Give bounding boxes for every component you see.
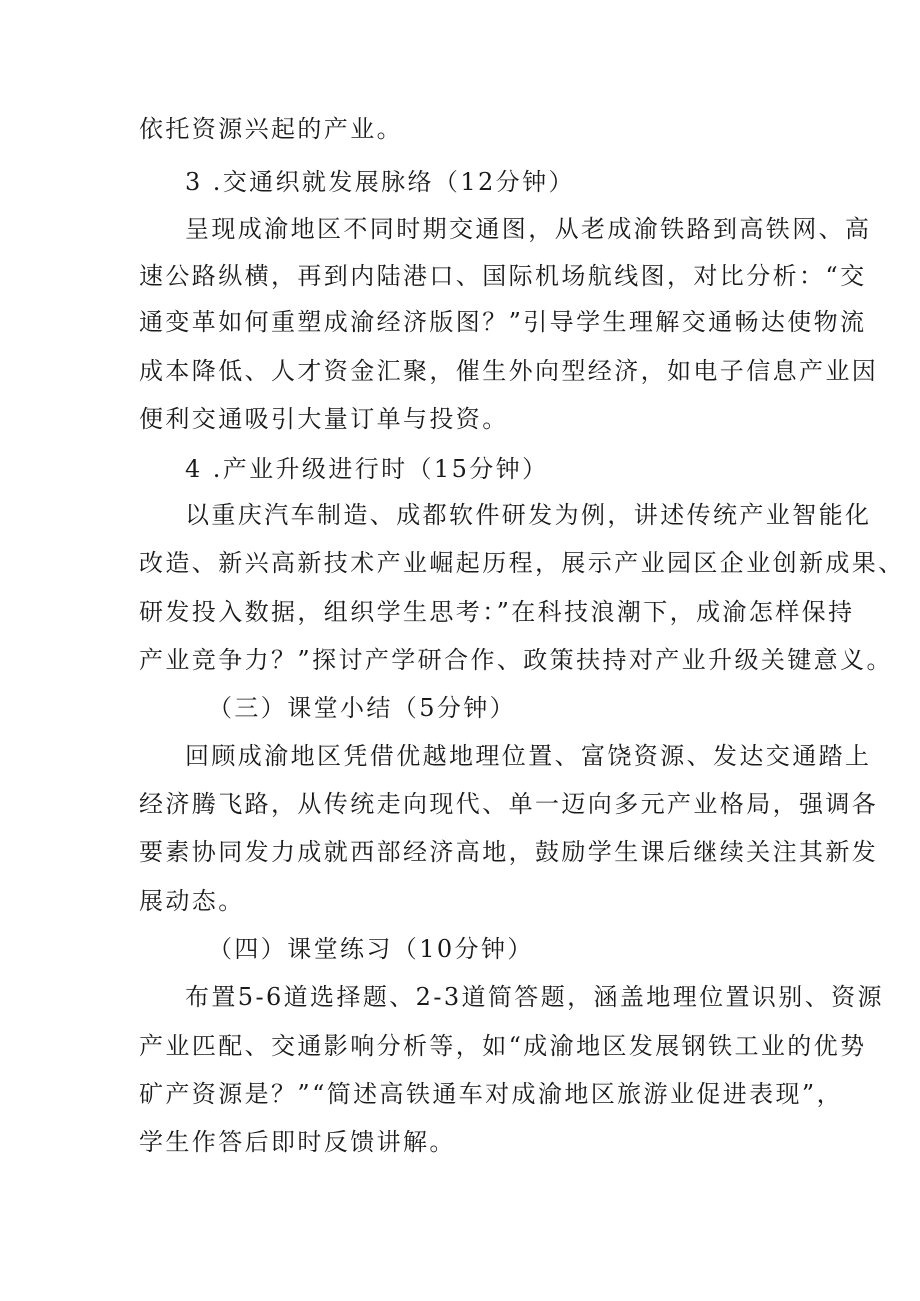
section-heading: 3 .交通织就发展脉络（12分钟） [185,168,575,196]
text-line: 呈现成渝地区不同时期交通图，从老成渝铁路到高铁网、高 [185,215,872,243]
text-line: 学生作答后即时反馈讲解。 [139,1128,456,1156]
text-line: 依托资源兴起的产业。 [139,115,403,143]
section-heading: 4 .产业升级进行时（15分钟） [185,455,549,483]
text-line: 研发投入数据，组织学生思考：”在科技浪潮下，成渝怎样保持 [139,598,855,626]
text-line: 要素协同发力成就西部经济高地，鼓励学生课后继续关注其新发 [139,838,879,866]
text-line: 矿产资源是？”“简述高铁通车对成渝地区旅游业促进表现”， [139,1080,844,1108]
text-line: 成本降低、人才资金汇聚，催生外向型经济，如电子信息产业因 [139,357,879,385]
text-line: 回顾成渝地区凭借优越地理位置、富饶资源、发达交通踏上 [185,742,872,770]
text-line: 展动态。 [139,887,245,915]
section-heading: （四）课堂练习（10分钟） [208,935,534,963]
section-heading: （三）课堂小结（5分钟） [208,694,517,722]
text-line: 便利交通吸引大量订单与投资。 [139,405,509,433]
text-line: 经济腾飞路，从传统走向现代、单一迈向多元产业格局，强调各 [139,790,879,818]
text-line: 产业匹配、交通影响分析等，如“成渝地区发展钢铁工业的优势 [139,1032,867,1060]
text-line: 以重庆汽车制造、成都软件研发为例，讲述传统产业智能化 [185,501,872,529]
text-line: 布置5-6道选择题、2-3道简答题，涵盖地理位置识别、资源 [185,983,884,1011]
text-line: 改造、新兴高新技术产业崛起历程，展示产业园区企业创新成果、 [139,549,905,577]
text-line: 通变革如何重塑成渝经济版图？”引导学生理解交通畅达使物流 [139,308,867,336]
text-line: 速公路纵横，再到内陆港口、国际机场航线图，对比分析：“交 [139,262,867,290]
text-line: 产业竞争力？”探讨产学研合作、政策扶持对产业升级关键意义。 [139,646,893,674]
